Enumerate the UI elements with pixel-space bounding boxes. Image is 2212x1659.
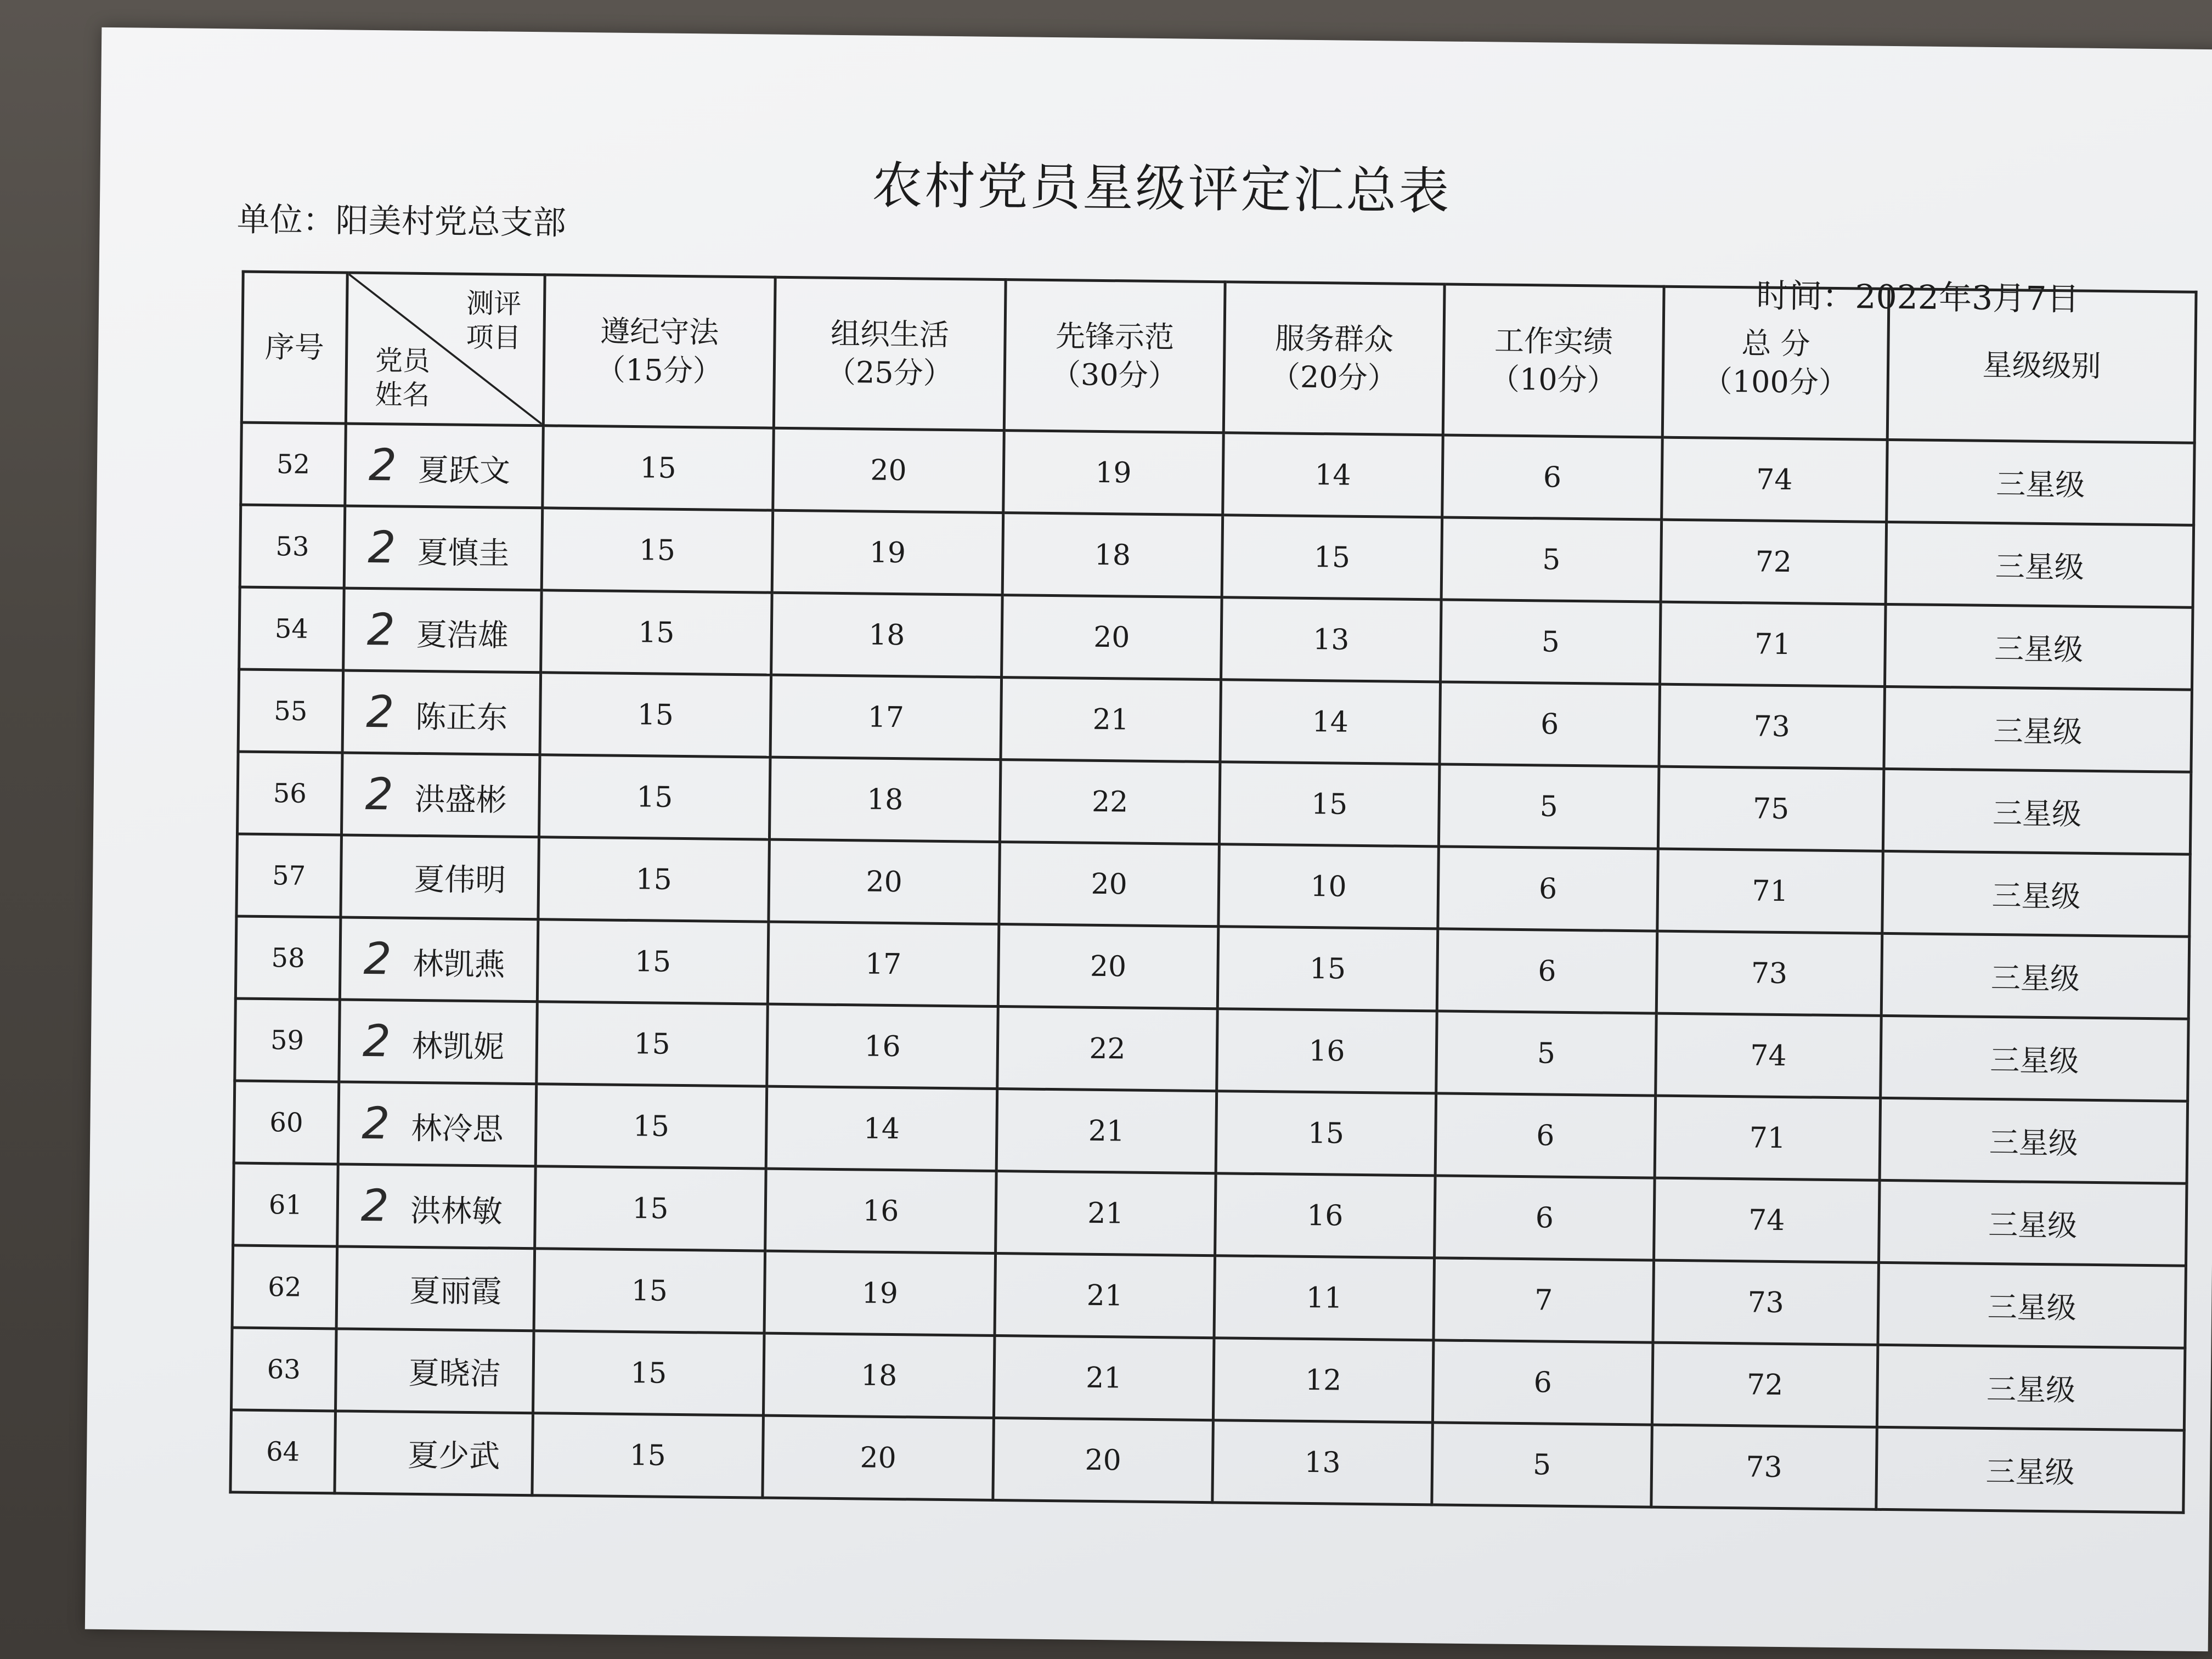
row-score-discipline: 15 [537, 919, 769, 1004]
row-score-vanguard: 21 [994, 1335, 1214, 1420]
row-score-organization: 19 [764, 1251, 996, 1335]
row-member-name: 夏丽霞 [409, 1273, 502, 1310]
row-score-discipline: 15 [535, 1166, 766, 1251]
row-star-level: 三星级 [1878, 1262, 2186, 1348]
handwritten-mark: 2 [362, 1097, 390, 1149]
row-score-performance: 6 [1435, 1176, 1655, 1260]
row-score-discipline: 15 [543, 426, 774, 510]
row-name-cell [342, 670, 541, 755]
header-col-3-points: （30分） [1051, 357, 1178, 393]
row-score-performance: 6 [1438, 847, 1658, 931]
header-col-4 [1223, 282, 1444, 435]
row-score-vanguard: 20 [999, 842, 1220, 927]
row-score-organization: 18 [771, 592, 1003, 677]
header-member-label: 党员姓名 [375, 345, 431, 411]
handwritten-mark: 2 [365, 768, 394, 820]
row-score-vanguard: 22 [997, 1007, 1218, 1091]
row-name-cell [337, 1164, 536, 1249]
row-score-service: 10 [1218, 844, 1439, 929]
date-label: 时间：2022年3月7日 [1756, 276, 2080, 319]
row-seq: 64 [230, 1410, 336, 1493]
row-seq: 60 [234, 1081, 339, 1164]
row-seq: 52 [241, 422, 346, 506]
row-score-vanguard: 20 [993, 1418, 1214, 1502]
row-member-name: 林冷思 [411, 1110, 504, 1148]
row-score-vanguard: 21 [996, 1089, 1217, 1173]
row-total: 72 [1661, 520, 1887, 604]
handwritten-mark: 2 [368, 439, 397, 491]
header-total-points: （100分） [1702, 364, 1849, 400]
row-name-cell [339, 1000, 538, 1084]
row-star-level: 三星级 [1883, 769, 2191, 854]
rating-table [229, 270, 2197, 1514]
row-score-performance: 7 [1434, 1258, 1654, 1342]
row-star-level: 三星级 [1884, 686, 2192, 772]
row-member-name: 陈正东 [415, 699, 508, 736]
row-score-organization: 16 [767, 1004, 998, 1088]
row-score-discipline: 15 [539, 755, 770, 839]
row-total: 73 [1651, 1425, 1877, 1509]
row-total: 72 [1652, 1342, 1878, 1427]
header-col-1-name: 遵纪守法 [600, 314, 719, 350]
row-total: 73 [1656, 931, 1882, 1015]
row-score-organization: 17 [770, 675, 1002, 759]
row-star-level: 三星级 [1876, 1427, 2185, 1513]
row-score-discipline: 15 [532, 1413, 764, 1498]
row-score-discipline: 15 [533, 1331, 764, 1415]
row-name-cell [335, 1411, 533, 1496]
row-score-service: 11 [1214, 1256, 1435, 1340]
row-score-vanguard: 20 [998, 924, 1218, 1009]
header-col-2-points: （25分） [826, 354, 953, 391]
row-seq: 62 [232, 1245, 337, 1329]
header-seq: 序号 [241, 272, 347, 424]
row-score-performance: 6 [1435, 1093, 1656, 1178]
row-member-name: 洪林敏 [410, 1193, 503, 1230]
row-member-name: 夏少武 [407, 1437, 500, 1475]
header-item-label: 测评项目 [466, 287, 522, 354]
row-total: 75 [1658, 766, 1884, 851]
row-score-vanguard: 18 [1002, 513, 1223, 597]
row-score-service: 14 [1223, 433, 1443, 517]
row-name-cell [345, 424, 544, 508]
row-score-vanguard: 21 [995, 1254, 1215, 1338]
row-star-level: 三星级 [1880, 1098, 2188, 1183]
row-score-service: 16 [1217, 1009, 1437, 1093]
row-member-name: 林凯燕 [413, 946, 505, 983]
row-score-organization: 20 [769, 839, 1000, 924]
row-total: 71 [1657, 849, 1883, 933]
handwritten-mark: 2 [362, 1015, 391, 1067]
row-score-performance: 5 [1441, 517, 1662, 602]
row-member-name: 夏跃文 [417, 452, 511, 489]
header-col-3 [1004, 280, 1225, 433]
row-name-cell [342, 753, 540, 837]
row-total: 73 [1653, 1260, 1879, 1345]
handwritten-mark: 2 [366, 603, 396, 656]
row-seq: 58 [235, 916, 341, 1000]
row-score-service: 13 [1212, 1420, 1433, 1505]
handwritten-mark: 2 [363, 933, 392, 985]
row-star-level: 三星级 [1877, 1345, 2185, 1430]
row-score-discipline: 15 [540, 673, 771, 757]
document-sheet [85, 27, 2212, 1651]
row-name-cell [338, 1082, 537, 1166]
row-member-name: 夏伟明 [413, 861, 506, 899]
row-seq: 56 [238, 752, 343, 835]
row-seq: 53 [240, 505, 345, 588]
header-col-2 [774, 277, 1006, 430]
row-seq: 63 [232, 1328, 337, 1411]
handwritten-mark: 2 [365, 686, 394, 738]
row-score-discipline: 15 [541, 508, 773, 592]
row-score-discipline: 15 [538, 837, 770, 922]
handwritten-mark: 2 [360, 1180, 390, 1232]
handwritten-mark: 2 [368, 521, 396, 573]
row-score-performance: 5 [1432, 1423, 1652, 1507]
header-level: 星级级别 [1887, 289, 2196, 443]
row-name-cell [340, 917, 538, 1002]
row-member-name: 林凯妮 [411, 1028, 505, 1065]
row-star-level: 三星级 [1884, 604, 2193, 690]
row-star-level: 三星级 [1886, 522, 2194, 607]
row-total: 74 [1654, 1178, 1880, 1262]
header-col-5-name: 工作实绩 [1494, 323, 1613, 359]
row-score-performance: 6 [1442, 435, 1663, 520]
document-title: 农村党员星级评定汇总表 [871, 156, 1452, 221]
row-total: 71 [1655, 1096, 1881, 1180]
row-score-performance: 6 [1432, 1340, 1653, 1425]
row-total: 74 [1656, 1013, 1882, 1098]
row-score-organization: 16 [765, 1169, 997, 1253]
row-name-cell [344, 506, 543, 590]
header-row [241, 272, 2196, 443]
row-total: 73 [1659, 684, 1885, 769]
row-seq: 55 [238, 669, 343, 753]
row-score-organization: 18 [769, 757, 1001, 842]
table-body [230, 422, 2194, 1513]
row-score-service: 15 [1217, 927, 1438, 1011]
header-col-2-name: 组织生活 [830, 316, 950, 353]
row-name-cell [336, 1329, 534, 1413]
row-member-name: 夏慎圭 [417, 534, 510, 572]
row-score-vanguard: 21 [1001, 678, 1221, 762]
header-col-1-points: （15分） [595, 352, 723, 388]
row-score-service: 13 [1221, 597, 1442, 682]
row-score-performance: 5 [1438, 764, 1659, 849]
row-score-service: 16 [1215, 1173, 1436, 1258]
row-score-service: 15 [1216, 1091, 1436, 1176]
row-score-discipline: 15 [537, 1002, 768, 1086]
row-score-organization: 20 [773, 428, 1005, 512]
header-col-5 [1443, 284, 1664, 437]
row-score-service: 15 [1219, 762, 1440, 847]
row-name-cell [336, 1246, 535, 1331]
row-score-performance: 5 [1441, 600, 1661, 684]
row-score-performance: 6 [1440, 682, 1660, 766]
row-seq: 57 [236, 834, 342, 917]
row-total: 71 [1660, 602, 1886, 686]
row-member-name: 夏浩雄 [416, 617, 509, 654]
row-score-performance: 6 [1437, 929, 1657, 1013]
row-score-discipline: 15 [535, 1084, 767, 1169]
row-score-organization: 19 [772, 510, 1003, 595]
header-col-1 [543, 275, 775, 428]
header-total-name: 总 分 [1741, 326, 1810, 362]
row-member-name: 洪盛彬 [414, 781, 507, 819]
row-score-service: 14 [1220, 680, 1441, 764]
row-star-level: 三星级 [1882, 851, 2191, 936]
header-col-3-name: 先锋示范 [1055, 319, 1175, 355]
row-name-cell [341, 835, 539, 919]
row-score-organization: 14 [766, 1086, 997, 1171]
unit-label: 单位：阳美村党总支部 [236, 200, 567, 242]
header-col-total [1662, 286, 1889, 439]
row-member-name: 夏晓洁 [408, 1355, 501, 1392]
row-score-organization: 17 [768, 922, 999, 1006]
row-score-discipline: 15 [534, 1249, 765, 1333]
row-score-service: 12 [1213, 1338, 1434, 1423]
row-name-cell [343, 588, 542, 673]
header-diagonal-cell [346, 273, 545, 426]
header-col-4-points: （20分） [1270, 359, 1398, 396]
row-score-performance: 5 [1436, 1011, 1657, 1096]
handwritten-mark [360, 1300, 409, 1301]
row-seq: 61 [233, 1163, 338, 1246]
row-score-discipline: 15 [541, 590, 772, 675]
row-score-organization: 20 [763, 1415, 994, 1500]
row-score-service: 15 [1222, 515, 1442, 600]
header-col-4-name: 服务群众 [1274, 321, 1394, 357]
row-seq: 54 [239, 587, 345, 670]
row-total: 74 [1662, 437, 1888, 522]
row-score-vanguard: 19 [1003, 431, 1224, 515]
row-star-level: 三星级 [1881, 1015, 2189, 1101]
row-star-level: 三星级 [1881, 933, 2190, 1019]
row-score-organization: 18 [763, 1333, 995, 1418]
row-score-vanguard: 22 [1000, 760, 1220, 844]
header-col-5-points: （10分） [1489, 362, 1617, 398]
row-score-vanguard: 20 [1002, 595, 1222, 680]
row-score-vanguard: 21 [996, 1171, 1216, 1256]
row-star-level: 三星级 [1878, 1180, 2187, 1266]
row-star-level: 三星级 [1887, 439, 2195, 525]
row-seq: 59 [235, 998, 340, 1082]
